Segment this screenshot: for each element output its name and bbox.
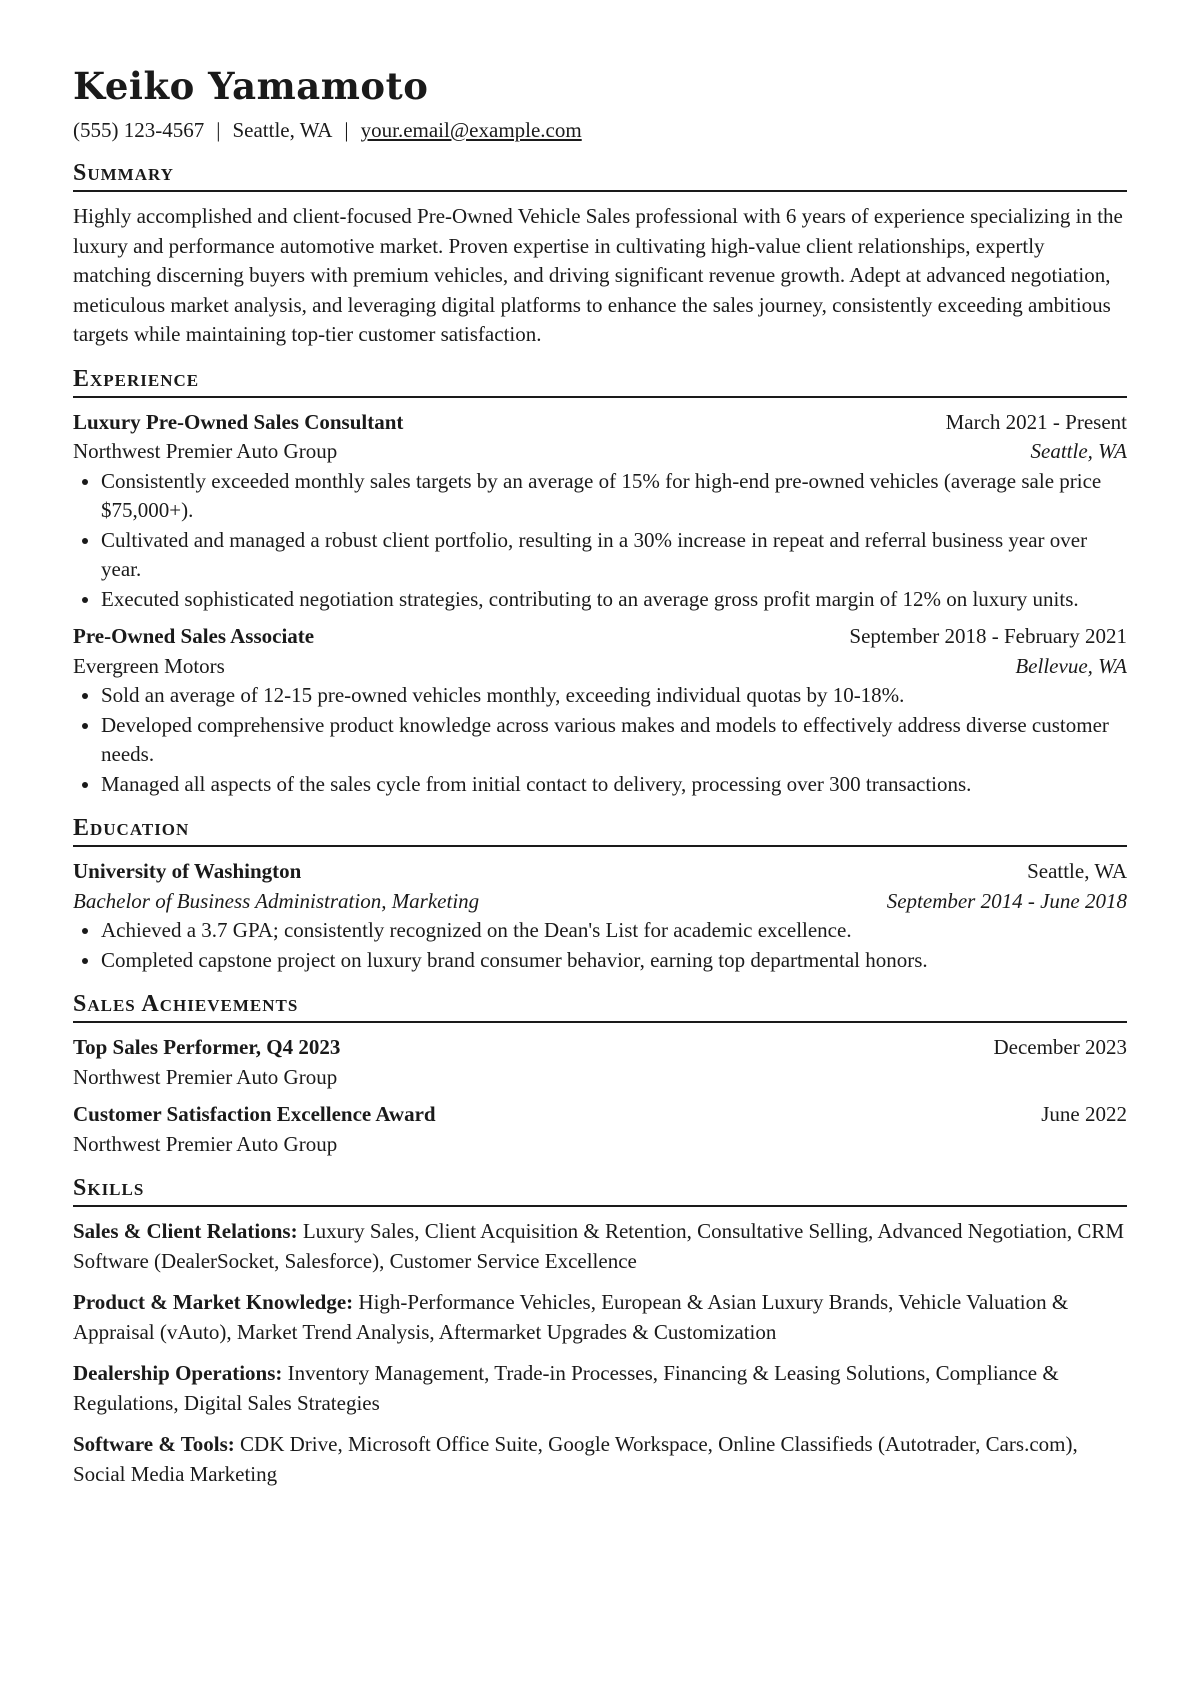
section-title-education: Education — [73, 813, 1127, 847]
candidate-name: Keiko Yamamoto — [73, 64, 429, 108]
achievement-name: Customer Satisfaction Excellence Award — [73, 1102, 436, 1126]
skill-value: CDK Drive, Microsoft Office Suite, Google Workspace, Online Classifieds (Autotrader, Cars.com), Social Media Marketing — [73, 1432, 1078, 1486]
contact-line — [73, 116, 1127, 144]
achievement-date: December 2023 — [993, 1035, 1127, 1059]
resume-page — [73, 62, 1127, 1501]
achievement-entry — [73, 1100, 1127, 1159]
list-item: • Consistently exceeded monthly sales targets by an average of 15% for high-end pre-owned vehicles (average sale price $75,000+). — [101, 467, 1127, 526]
degree: Bachelor of Business Administration, Marketing — [73, 888, 480, 913]
job-role: Pre-Owned Sales Associate — [73, 624, 315, 648]
achievement-org: Northwest Premier Auto Group — [73, 1131, 338, 1156]
job-dates: September 2018 - February 2021 — [849, 624, 1127, 648]
email-link[interactable]: your.email@example.com — [360, 118, 582, 142]
education-entry — [73, 857, 1127, 975]
job-bullets — [73, 681, 1127, 799]
skill-group — [73, 1359, 1127, 1418]
skill-group — [73, 1430, 1127, 1489]
separator: | — [216, 118, 221, 142]
skill-value: Inventory Management, Trade-in Processes, Financing & Leasing Solutions, Compliance & Regulations, Digital Sales Strategies — [73, 1361, 1059, 1415]
skill-group — [73, 1217, 1127, 1276]
section-title-experience: Experience — [73, 364, 1127, 398]
list-item: • Cultivated and managed a robust client portfolio, resulting in a 30% increase in repeat and referral business year over year. — [101, 526, 1127, 585]
job-company: Northwest Premier Auto Group — [73, 439, 338, 463]
achievement-org: Northwest Premier Auto Group — [73, 1064, 338, 1089]
job-location: Bellevue, WA — [1015, 653, 1127, 678]
summary-text: Highly accomplished and client-focused Pre-Owned Vehicle Sales professional with 6 years of experience specializing in the luxury and performance automotive market. Proven expertise in cultivating high-value client relationships, expertly matching discerning buyers with premium vehicles, and driving significant revenue growth. Adept at advanced negotiation, meticulous market analysis, and leveraging digital platforms to enhance the sales journey, consistently exceeding ambitious targets while maintaining top-tier customer satisfaction. — [73, 204, 1123, 346]
skill-label: Sales & Client Relations: — [73, 1219, 298, 1243]
section-title-summary: Summary — [73, 158, 1127, 192]
education-dates: September 2014 - June 2018 — [886, 888, 1127, 913]
school-name: University of Washington — [73, 859, 302, 883]
location: Seattle, WA — [232, 118, 333, 142]
skill-value: High-Performance Vehicles, European & Asian Luxury Brands, Vehicle Valuation & Appraisal (vAuto), Market Trend Analysis, Aftermarket Upgrades & Customization — [73, 1290, 1069, 1344]
list-item: • Executed sophisticated negotiation strategies, contributing to an average gross profit margin of 12% on luxury units. — [101, 585, 1127, 615]
skill-label: Dealership Operations: — [73, 1361, 283, 1385]
job-entry — [73, 622, 1127, 799]
skill-label: Product & Market Knowledge: — [73, 1290, 354, 1314]
job-entry — [73, 408, 1127, 615]
skill-label: Software & Tools: — [73, 1432, 235, 1456]
skill-group — [73, 1288, 1127, 1347]
achievement-entry — [73, 1033, 1127, 1092]
skill-value: Luxury Sales, Client Acquisition & Retention, Consultative Selling, Advanced Negotiation, CRM Software (DealerSocket, Salesforce), Customer Service Excellence — [73, 1219, 1125, 1273]
achievement-name: Top Sales Performer, Q4 2023 — [73, 1035, 341, 1059]
achievement-date: June 2022 — [1041, 1102, 1127, 1126]
education-bullets — [73, 916, 1127, 975]
list-item: • Developed comprehensive product knowledge across various makes and models to effectively address diverse customer needs. — [101, 711, 1127, 770]
section-title-achievements: Sales Achievements — [73, 989, 1127, 1023]
list-item: • Managed all aspects of the sales cycle from initial contact to delivery, processing over 300 transactions. — [101, 770, 1127, 800]
job-bullets — [73, 467, 1127, 615]
separator: | — [344, 118, 349, 142]
list-item: • Sold an average of 12-15 pre-owned vehicles monthly, exceeding individual quotas by 10-18%. — [101, 681, 1127, 711]
job-location: Seattle, WA — [1030, 439, 1127, 463]
job-company: Evergreen Motors — [73, 653, 225, 678]
job-dates: March 2021 - Present — [945, 409, 1127, 434]
school-location: Seattle, WA — [1027, 859, 1127, 883]
job-role: Luxury Pre-Owned Sales Consultant — [73, 409, 404, 434]
section-title-skills: Skills — [73, 1173, 1127, 1207]
list-item: • Completed capstone project on luxury brand consumer behavior, earning top departmental honors. — [101, 946, 1127, 976]
list-item: • Achieved a 3.7 GPA; consistently recognized on the Dean's List for academic excellence. — [101, 916, 1127, 946]
phone-number: (555) 123-4567 — [73, 118, 205, 142]
